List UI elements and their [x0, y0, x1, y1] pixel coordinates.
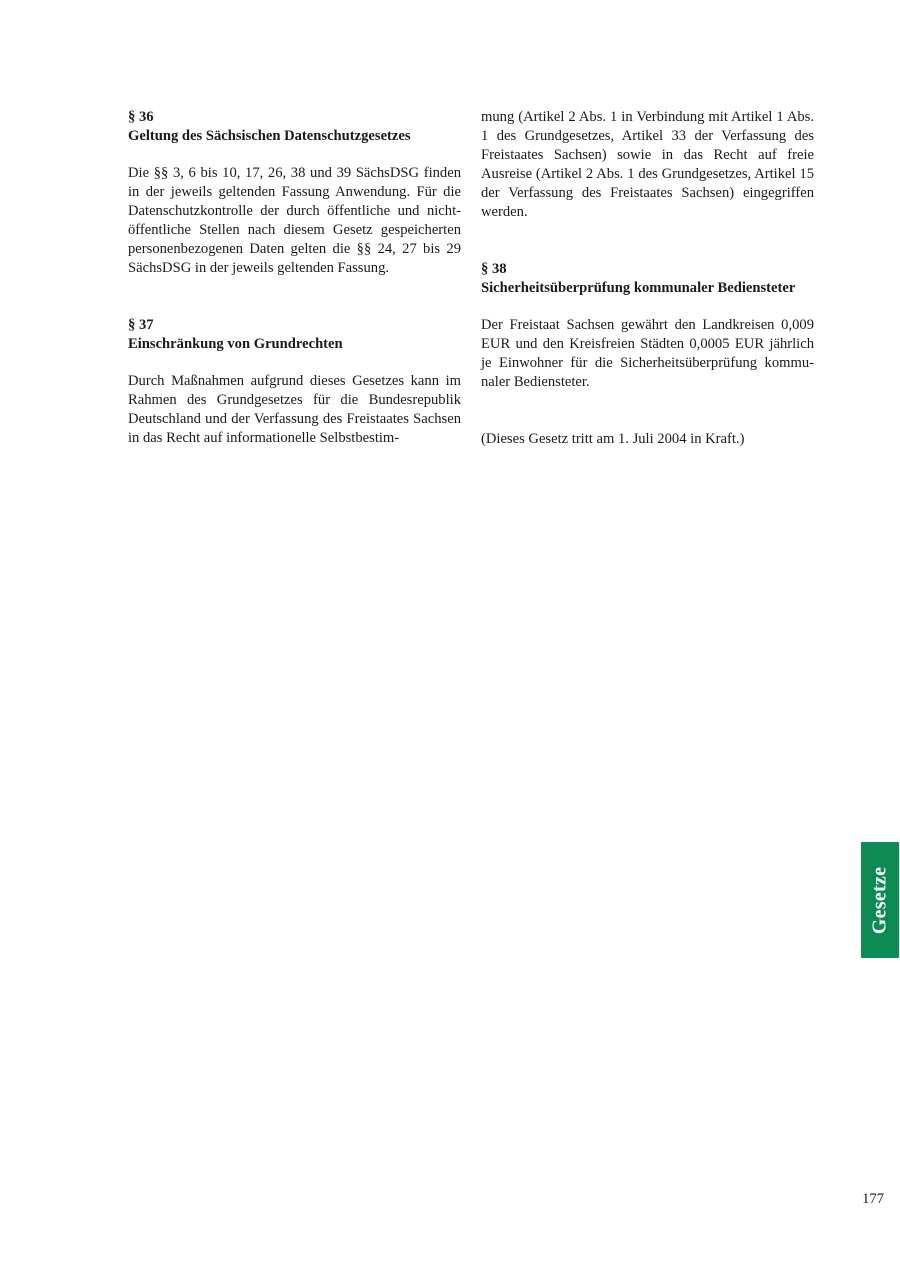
left-column — [128, 108, 461, 448]
section-37 — [128, 316, 461, 448]
section-tab-gesetze — [861, 842, 899, 958]
right-column — [481, 108, 814, 449]
section-38-text: Der Freistaat Sachsen gewährt den Landkreisen 0,009 EUR und den Kreisfreien Städten 0,0005 EUR jährlich je Einwohner für die Sicherheitsüberprüfung kommunaler Bediensteter. — [481, 317, 814, 390]
section-36 — [128, 108, 461, 278]
section-37-text-continued: mung (Artikel 2 Abs. 1 in Verbindung mit Artikel 1 Abs. 1 des Grundgesetzes, Artikel 33 der Verfassung des Freistaates Sachsen) sowie in das Recht auf freie Ausreise (Artikel 2 Abs. 1 des Grundgesetzes, Artikel 15 der Verfassung des Freistaates Sachsen) eingegriffen werden. — [481, 109, 814, 220]
section-36-number: § 36 — [128, 109, 154, 125]
section-38-title: Sicherheitsüberprüfung kommunaler Bediensteter — [481, 280, 796, 296]
section-37-text: Durch Maßnahmen aufgrund dieses Gesetzes kann im Rahmen des Grundgesetzes für die Bundesrepublik Deutschland und der Verfassung des Freistaates Sachsen in das Recht auf informationelle Selbstbestim- — [128, 373, 461, 446]
closing-note: (Dieses Gesetz tritt am 1. Juli 2004 in Kraft.) — [481, 431, 745, 447]
section-38-number: § 38 — [481, 261, 507, 277]
section-37-title: Einschränkung von Grundrechten — [128, 336, 343, 352]
section-36-text: Die §§ 3, 6 bis 10, 17, 26, 38 und 39 SächsDSG finden in der jeweils geltenden Fassung Anwendung. Für die Datenschutzkontrolle der durch öffentliche und nichtöffentliche Stellen nach diesem Gesetz gespeicherten personenbezogenen Daten gelten die §§ 24, 27 bis 29 SächsDSG in der jeweils geltenden Fassung. — [128, 165, 461, 276]
section-tab-label: Gesetze — [868, 866, 891, 934]
page-number: 177 — [862, 1191, 884, 1207]
section-37-number: § 37 — [128, 317, 154, 333]
section-38 — [481, 260, 814, 392]
section-36-title: Geltung des Sächsischen Datenschutzgesetzes — [128, 128, 411, 144]
